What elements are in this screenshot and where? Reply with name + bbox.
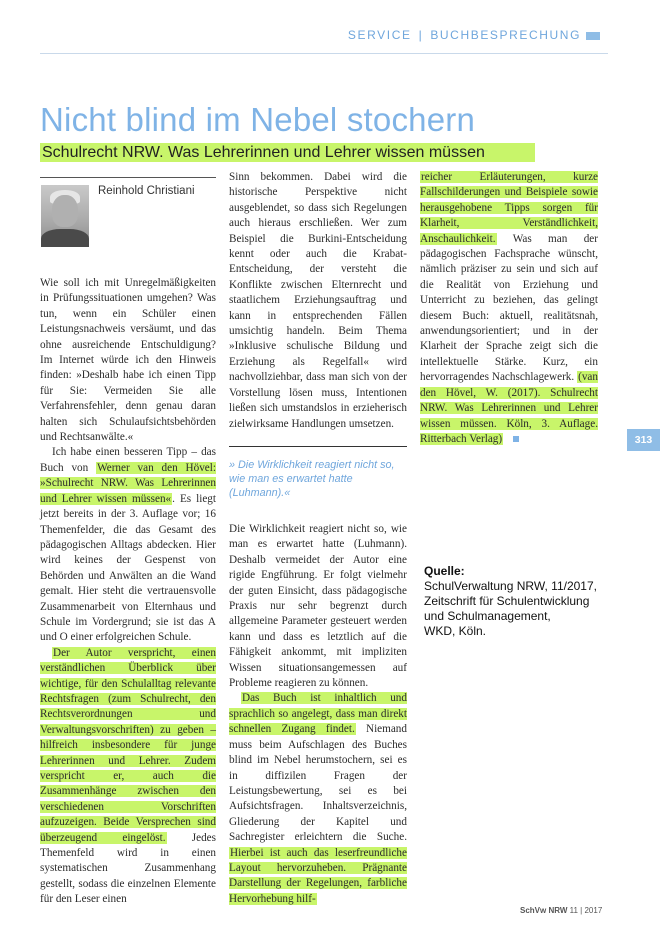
header-separator: | (418, 28, 424, 42)
highlighted-text: reicher Erläuterungen, kurze Fallschilderungen und Beispiele sowie herausgehobene Tipps sorgen für Klarheit, Verständlichkeit, Anschaulichkeit. (420, 171, 598, 245)
column-2-top (229, 170, 407, 432)
section-label: SERVICE (347, 28, 412, 42)
highlighted-text: Das Buch ist inhaltlich und sprachlich so angelegt, dass man direkt schnellen Zugang findet. (229, 692, 407, 736)
column-3 (420, 170, 598, 447)
end-of-article-icon (513, 436, 519, 442)
author-rule (40, 177, 216, 178)
paragraph: Das Buch ist inhaltlich und sprachlich so angelegt, dass man direkt schnellen Zugang findet. Niemand muss beim Aufschlagen des Buches blind im Nebel herumstochern, sei es in diffizilen Fragen der Leistungsbewertung, sei es bei Aufsichtsfragen. Inhaltsverzeichnis, Gliederung der Kapitel und Sachregister erleichtern die Suche. Hierbei ist auch das leserfreundliche Layout hervorzuheben. Prägnante Darstellung der Regelungen, farbliche Hervorhebung hilf- (229, 692, 407, 905)
paragraph: Wie soll ich mit Unregelmäßigkeiten in Prüfungssituationen umgehen? Was tun, wenn ein Schüler einen Leistungsnachweis versäumt, und das ohne ausreichende Entschuldigung? Im Internet würde ich den Hinweis finden: »Deshalb habe ich einen Tipp für Sie: Vermeiden Sie alle Verfahrensfehler, denn genau daran halten sich Schulaufsichtsbehörden und Rechtsanwälte.« (40, 277, 216, 444)
footer-issue: 11 | 2017 (569, 906, 603, 915)
column-1 (40, 276, 216, 908)
highlighted-text: Werner van den Hövel: »Schulrecht NRW. Was Lehrerinnen und Lehrer wissen müssen« (40, 461, 216, 505)
footer-brand: SchVw NRW (520, 906, 568, 915)
article-subtitle (40, 144, 535, 162)
page-number-tab: 313 (627, 429, 660, 451)
source-note (424, 564, 624, 639)
paragraph: Die Wirklichkeit reagiert nicht so, wie man es erwartet hatte (Luhmann). Deshalb vermeidet der Autor eine rigide Engführung. Er folgt vielmehr der guten Einsicht, dass pädagogische Praxis nur sehr begrenzt durch allgemeine Parameter gesteuert werden kann und dass es letztlich auf die Fähigkeit ankommt, mit impliziten Wissen situationsangemessen auf Probleme reagieren zu können. (229, 523, 407, 690)
page-footer (520, 906, 602, 915)
column-2-bottom (229, 522, 407, 907)
header-rule (40, 53, 608, 54)
highlighted-text: (van den Hövel, W. (2017). Schulrecht NRW. Was Lehrerinnen und Lehrer wissen müssen. Köln, 3. Auflage. Ritterbach Verlag) (420, 371, 598, 445)
header-marker-icon (586, 32, 600, 40)
quote-rule (229, 446, 407, 447)
highlighted-text: Hierbei ist auch das leserfreundliche Layout hervorzuheben. Prägnante Darstellung der Regelungen, farbliche Hervorhebung hilf- (229, 846, 407, 905)
highlighted-text: Der Autor verspricht, einen verständlichen Überblick über wichtige, für den Schulalltag relevante Rechtsfragen (zum Schulrecht, den Rechtsverordnungen und Verwaltungsvorschriften) zu geben – hilfreich insbesondere für junge Lehrerinnen und Lehrer. Zudem verspricht er, auch die Zusammenhänge zwischen den verschiedenen Vorschriften aufzuzeigen. Beide Versprechen sind überzeugend eingelöst. (40, 646, 216, 844)
author-photo (41, 185, 89, 247)
author-name: Reinhold Christiani (98, 185, 195, 197)
article-title: Nicht blind im Nebel stochern (40, 101, 475, 138)
section-header (348, 28, 600, 42)
paragraph: Ich habe einen besseren Tipp – das Buch von Werner van den Hövel: »Schulrecht NRW. Was Lehrerinnen und Lehrer wissen müssen«. Es liegt jetzt bereits in der 3. Auflage vor; 16 Themenfelder, die das Gesamt des pädagogischen Alltags abdecken. Hier wird keines der Gespenst von Behörden und Anwälten an die Wand gemalt. Hier steht die vertrauensvolle Zusammenarbeit von Elternhaus und Schule im Vordergrund; sie ist das A und O einer erfolgreichen Schule. (40, 446, 216, 644)
source-label: Quelle: (424, 564, 465, 578)
pull-quote: » Die Wirklichkeit reagiert nicht so, wie man es erwartet hatte (Luhmann).« (229, 459, 395, 499)
source-text: SchulVerwaltung NRW, 11/2017, Zeitschrift für Schulentwicklung und Schulmanagement, WKD, Köln. (424, 579, 597, 638)
paragraph: reicher Erläuterungen, kurze Fallschilderungen und Beispiele sowie herausgehobene Tipps sorgen für Klarheit, Verständlichkeit, Anschaulichkeit. Was man der pädagogischen Fachsprache wünscht, nämlich präziser zu sein und sich auf die Realität von Erziehung und Unterricht zu beziehen, das gelingt diesem Buch: aktuell, realitätsnah, anwendungsorientiert; und in der Klarheit der Sprache zeigt sich die intellektuelle Stärke. Kurz, ein hervorragendes Nachschlagewerk. (van den Hövel, W. (2017). Schulrecht NRW. Was Lehrerinnen und Lehrer wissen müssen. Köln, 3. Auflage. Ritterbach Verlag) (420, 171, 598, 445)
paragraph: Sinn bekommen. Dabei wird die historische Perspektive nicht ausgeblendet, so dass sich Regelungen auch hieraus erschließen. Wer zum Beispiel die Burkini-Entscheidung kennt oder auch die Krabat-Entscheidung, der versteht die Konflikte zwischen Elternrecht und staatlichem Erziehungsauftrag und kann in entsprechenden Fällen umsichtig handeln. Beim Thema »Inklusive schulische Bildung und Erziehung als Regelfall« wird nachvollziehbar, dass man sich von der Vorstellung lösen muss, Intentionen ließen sich umstandslos in erzieherisch zielwirksame Handlungen umsetzen. (229, 171, 407, 430)
paragraph: Der Autor verspricht, einen verständlichen Überblick über wichtige, für den Schulalltag relevante Rechtsfragen (zum Schulrecht, den Rechtsverordnungen und Verwaltungsvorschriften) zu geben – hilfreich insbesondere für junge Lehrerinnen und Lehrer. Zudem verspricht er, auch die Zusammenhänge zwischen den verschiedenen Vorschriften aufzuzeigen. Beide Versprechen sind überzeugend eingelöst. Jedes Themenfeld wird in einen systematischen Zusammenhang gestellt, sodass die einzelnen Elemente für den Leser einen (40, 646, 217, 906)
subtitle-text: Schulrecht NRW. Was Lehrerinnen und Lehrer wissen müssen (40, 143, 535, 162)
category-label: BUCHBESPRECHUNG (430, 28, 581, 42)
